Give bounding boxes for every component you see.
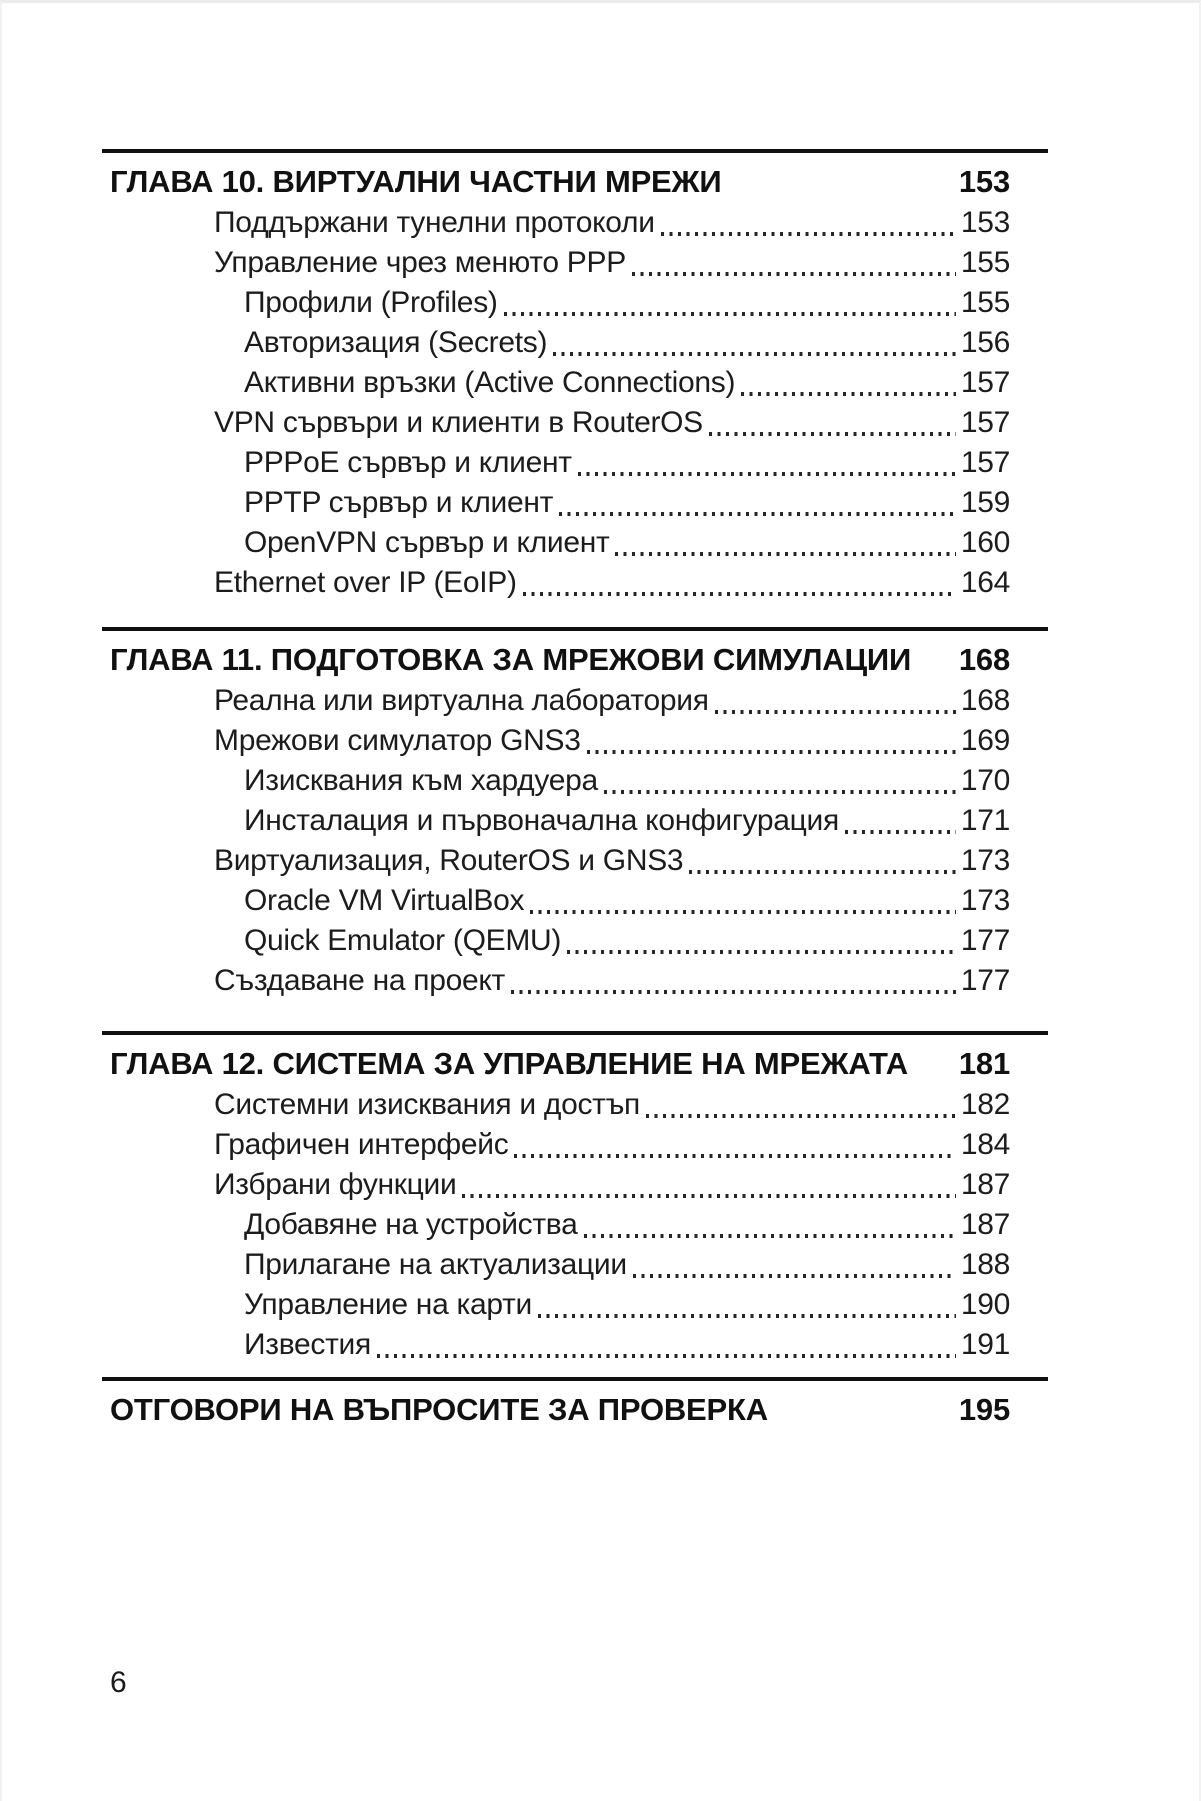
- chapter-page-number: 153: [958, 164, 1010, 199]
- toc-section-answers: [102, 1377, 1048, 1431]
- section-divider: [102, 149, 1048, 153]
- toc-entry-label: Изисквания към хардуера: [244, 764, 598, 797]
- dot-leader: [538, 1314, 956, 1318]
- toc-entry: [102, 801, 1010, 841]
- toc-entry-page: 155: [960, 286, 1010, 319]
- chapter-heading-row: [102, 1389, 1010, 1431]
- toc-entry: [102, 283, 1010, 323]
- toc-entry-page: 156: [960, 326, 1010, 359]
- toc-entry: [102, 841, 1010, 881]
- toc-entry-label: Oracle VM VirtualBox: [244, 884, 525, 917]
- toc-entry: [102, 523, 1010, 563]
- toc-entry-page: 170: [960, 764, 1010, 797]
- dot-leader: [578, 472, 956, 476]
- toc-entry-label: Избрани функции: [214, 1168, 457, 1201]
- toc-entry-page: 177: [960, 964, 1010, 997]
- toc-entry-label: Авторизация (Secrets): [244, 326, 548, 359]
- toc-entry-page: 164: [960, 566, 1010, 599]
- dot-leader: [523, 592, 956, 596]
- dot-leader: [661, 232, 956, 236]
- dot-leader: [514, 1154, 955, 1158]
- toc-section-chapter-10: [102, 149, 1048, 603]
- toc-entry-page: 153: [960, 206, 1010, 239]
- toc-entry-label: VPN сървъри и клиенти в RouterOS: [214, 406, 703, 439]
- dot-leader: [530, 910, 956, 914]
- toc-entry: [102, 1085, 1010, 1125]
- toc-entry-page: 184: [960, 1128, 1010, 1161]
- dot-leader: [559, 512, 956, 516]
- dot-leader: [584, 1234, 956, 1238]
- toc-entry-page: 169: [960, 724, 1010, 757]
- toc-entry-page: 182: [960, 1088, 1010, 1121]
- toc-entry-label: Мрежови симулатор GNS3: [214, 724, 581, 757]
- toc-entry-label: Поддържани тунелни протоколи: [214, 206, 655, 239]
- dot-leader: [567, 950, 956, 954]
- dot-leader: [615, 552, 955, 556]
- toc-entry: [102, 1205, 1010, 1245]
- chapter-title: ГЛАВА 12. СИСТЕМА ЗА УПРАВЛЕНИЕ НА МРЕЖАТА: [110, 1046, 908, 1081]
- toc-entry-label: Прилагане на актуализации: [244, 1248, 627, 1281]
- toc-entry-page: 173: [960, 844, 1010, 877]
- toc-entry-label: Ethernet over IP (EoIP): [214, 566, 517, 599]
- toc-section-chapter-12: [102, 1031, 1048, 1365]
- dot-leader: [504, 312, 956, 316]
- toc-entry-label: Системни изисквания и достъп: [214, 1088, 640, 1121]
- dot-leader: [715, 710, 956, 714]
- toc-entry-page: 177: [960, 924, 1010, 957]
- toc-entry-page: 187: [960, 1168, 1010, 1201]
- toc-entry-page: 190: [960, 1288, 1010, 1321]
- toc-entry: [102, 403, 1010, 443]
- dot-leader: [741, 392, 956, 396]
- toc-entry-label: Виртуализация, RouterOS и GNS3: [214, 844, 684, 877]
- dot-leader: [633, 1274, 956, 1278]
- chapter-heading-row: [102, 1043, 1010, 1085]
- dot-leader: [553, 352, 956, 356]
- toc-entry-page: 159: [960, 486, 1010, 519]
- chapter-title: ОТГОВОРИ НА ВЪПРОСИТЕ ЗА ПРОВЕРКА: [110, 1392, 768, 1427]
- toc-entry: [102, 243, 1010, 283]
- dot-leader: [462, 1194, 955, 1198]
- chapter-page-number: 168: [958, 642, 1010, 677]
- toc-entry-label: Quick Emulator (QEMU): [244, 924, 562, 957]
- toc-section-chapter-11: [102, 627, 1048, 1001]
- toc-entry-page: 188: [960, 1248, 1010, 1281]
- chapter-title: ГЛАВА 11. ПОДГОТОВКА ЗА МРЕЖОВИ СИМУЛАЦИИ: [110, 642, 912, 677]
- toc-entry-label: OpenVPN сървър и клиент: [244, 526, 610, 559]
- table-of-contents: [102, 3, 1048, 1431]
- toc-entry: [102, 1165, 1010, 1205]
- chapter-title: ГЛАВА 10. ВИРТУАЛНИ ЧАСТНИ МРЕЖИ: [110, 164, 722, 199]
- toc-entry-label: Графичен интерфейс: [214, 1128, 509, 1161]
- chapter-heading-row: [102, 161, 1010, 203]
- toc-entry-label: Създаване на проект: [214, 964, 505, 997]
- toc-entry-page: 173: [960, 884, 1010, 917]
- toc-entry-page: 157: [960, 406, 1010, 439]
- dot-leader: [511, 990, 956, 994]
- toc-entry: [102, 203, 1010, 243]
- section-divider: [102, 1377, 1048, 1381]
- toc-entry-label: Управление чрез менюто PPP: [214, 246, 626, 279]
- toc-entry: [102, 1125, 1010, 1165]
- toc-entry: [102, 1285, 1010, 1325]
- toc-entry-page: 191: [960, 1328, 1010, 1361]
- section-divider: [102, 627, 1048, 631]
- dot-leader: [587, 750, 956, 754]
- chapter-heading-row: [102, 639, 1010, 681]
- toc-entry: [102, 563, 1010, 603]
- dot-leader: [377, 1354, 956, 1358]
- toc-entry-label: Реална или виртуална лаборатория: [214, 684, 709, 717]
- toc-entry-label: PPPoE сървър и клиент: [244, 446, 572, 479]
- toc-entry-label: Управление на карти: [244, 1288, 532, 1321]
- toc-entry: [102, 323, 1010, 363]
- toc-entry: [102, 483, 1010, 523]
- toc-entry-page: 155: [960, 246, 1010, 279]
- toc-entry-page: 160: [960, 526, 1010, 559]
- toc-entry: [102, 921, 1010, 961]
- toc-entry-page: 157: [960, 366, 1010, 399]
- page-number: 6: [110, 1666, 127, 1699]
- toc-entry: [102, 443, 1010, 483]
- chapter-page-number: 181: [958, 1046, 1010, 1081]
- section-divider: [102, 1031, 1048, 1035]
- dot-leader: [646, 1114, 956, 1118]
- dot-leader: [709, 432, 956, 436]
- toc-entry: [102, 721, 1010, 761]
- chapter-page-number: 195: [958, 1392, 1010, 1427]
- toc-entry: [102, 681, 1010, 721]
- toc-entry: [102, 1245, 1010, 1285]
- dot-leader: [845, 830, 956, 834]
- toc-entry-label: Известия: [244, 1328, 371, 1361]
- toc-entry: [102, 363, 1010, 403]
- dot-leader: [632, 272, 956, 276]
- toc-entry-label: Профили (Profiles): [244, 286, 498, 319]
- toc-entry-label: Инсталация и първоначална конфигурация: [244, 804, 839, 837]
- toc-entry-page: 168: [960, 684, 1010, 717]
- toc-entry-page: 187: [960, 1208, 1010, 1241]
- toc-entry-label: Активни връзки (Active Connections): [244, 366, 736, 399]
- dot-leader: [604, 790, 956, 794]
- toc-entry-page: 157: [960, 446, 1010, 479]
- dot-leader: [689, 870, 956, 874]
- toc-entry: [102, 961, 1010, 1001]
- toc-entry: [102, 761, 1010, 801]
- toc-entry-label: PPTP сървър и клиент: [244, 486, 554, 519]
- toc-entry: [102, 881, 1010, 921]
- toc-entry: [102, 1325, 1010, 1365]
- toc-entry-page: 171: [960, 804, 1010, 837]
- toc-entry-label: Добавяне на устройства: [244, 1208, 578, 1241]
